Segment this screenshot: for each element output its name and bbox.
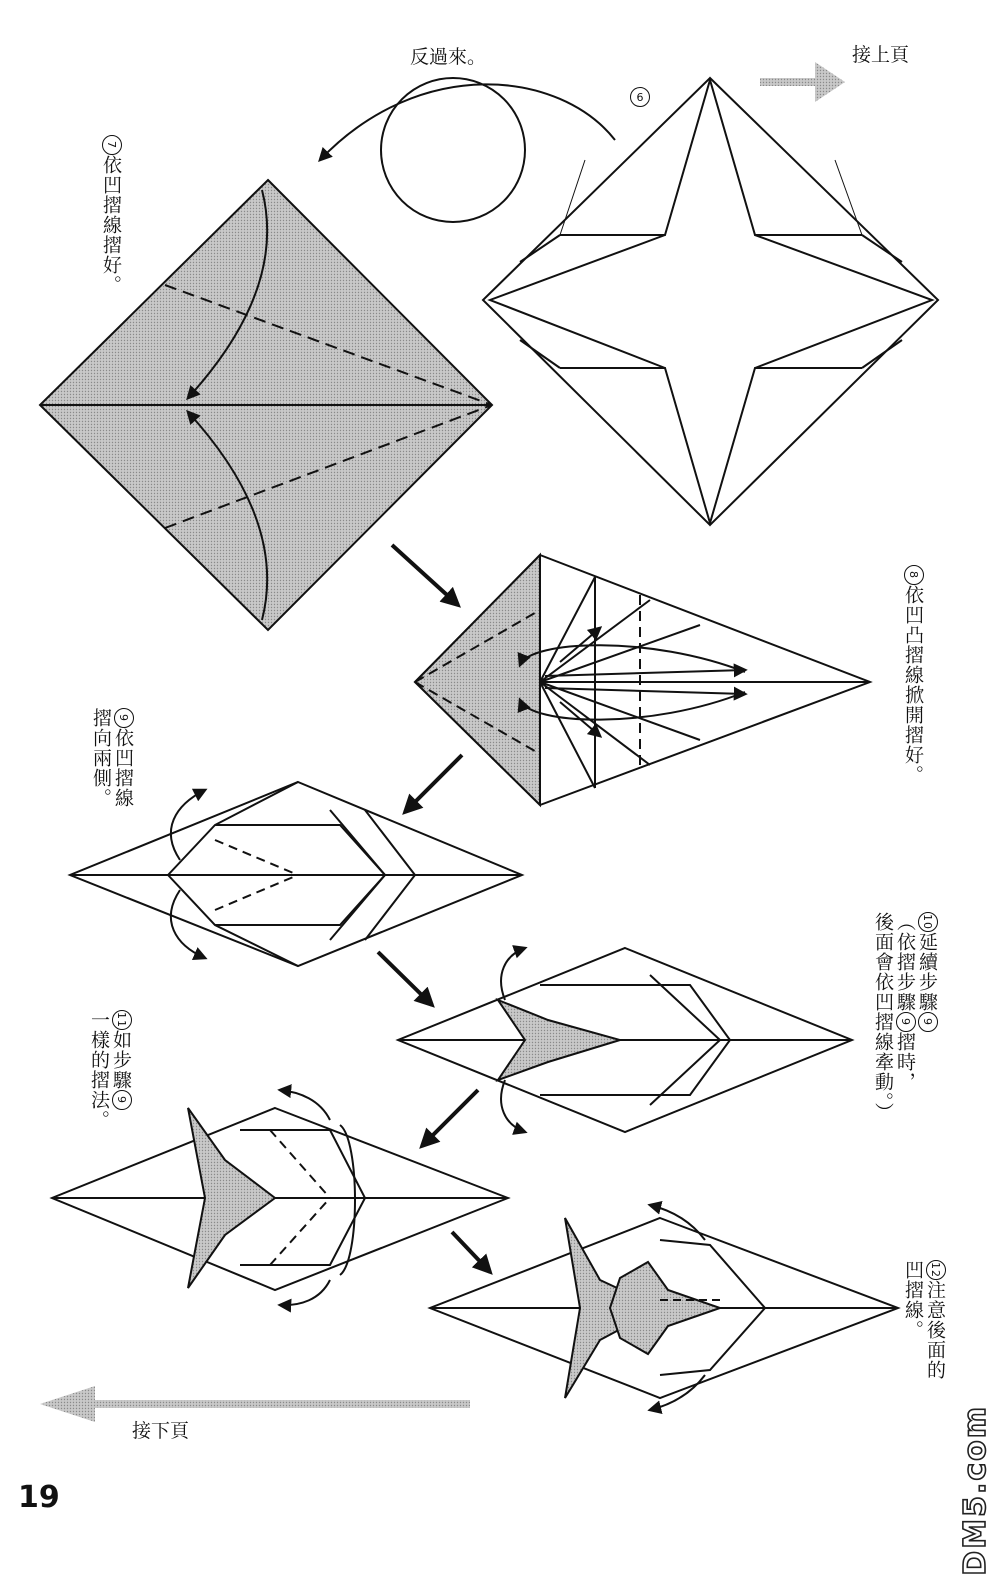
prev-page-arrow bbox=[760, 62, 845, 102]
flip-over-arrow bbox=[320, 78, 615, 222]
sequence-arrow bbox=[392, 545, 458, 605]
step-12-figure bbox=[430, 1205, 898, 1410]
next-page-label: 接下頁 bbox=[132, 1420, 190, 1442]
step-8-instruction: 8依凹凸摺線掀開摺好。 bbox=[902, 565, 924, 785]
step-10-instruction: 10延續步驟9 （依摺步驟9摺時， 後面會依凹摺線牽動。） bbox=[872, 912, 938, 1123]
flip-instruction: 反過來。 bbox=[410, 46, 487, 68]
step-12-instruction: 12注意後面的 凹摺線。 bbox=[902, 1260, 946, 1380]
sequence-arrow bbox=[452, 1232, 490, 1272]
sequence-arrow bbox=[378, 952, 432, 1005]
step-7-instruction: 7依凹摺線摺好。 bbox=[100, 135, 122, 295]
prev-page-label: 接上頁 bbox=[852, 44, 910, 66]
sequence-arrow bbox=[405, 755, 462, 812]
step-9-figure bbox=[70, 782, 522, 966]
step-6-number: 6 bbox=[630, 84, 650, 107]
watermark: DM5.com bbox=[958, 1405, 993, 1576]
step-6-figure bbox=[483, 78, 938, 525]
next-page-arrow bbox=[40, 1386, 470, 1422]
page-number: 19 bbox=[18, 1480, 60, 1515]
step-11-instruction: 11如步驟9 一樣的摺法。 bbox=[88, 1010, 132, 1130]
sequence-arrow bbox=[422, 1090, 478, 1146]
step-9-instruction: 9依凹摺線 摺向兩側。 bbox=[90, 708, 134, 808]
step-8-figure bbox=[415, 555, 870, 805]
